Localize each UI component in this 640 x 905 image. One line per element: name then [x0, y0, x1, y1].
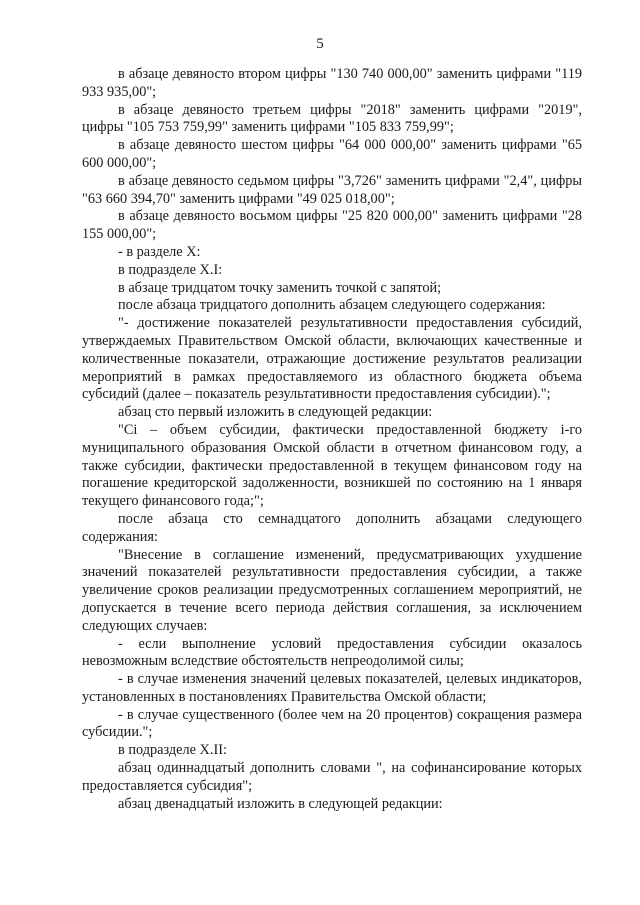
paragraph: - в разделе X:	[118, 243, 201, 260]
page-number: 5	[316, 36, 324, 52]
paragraph: - если выполнение условий предоставления субсидии оказалось невозможным вследствие обстоятельств непреодолимой силы;	[82, 635, 582, 670]
paragraph: в абзаце девяносто восьмом цифры "25 820 000,00" заменить цифрами "28 155 000,00";	[82, 208, 582, 243]
paragraph: в абзаце девяносто втором цифры "130 740 000,00" заменить цифрами "119 933 935,00";	[82, 66, 582, 100]
paragraph: - в случае существенного (более чем на 20 процентов) сокращения размера субсидии.";	[82, 706, 582, 741]
paragraph: "Ci – объем субсидии, фактически предоставленной бюджету i-го муниципального образования Омской области в отчетном финансовом году, а также субсидии, фактически предоставленной в текущем финансовом году на погашение кредиторской задолженности, возникшей по состоянию на 1 января текущего финансового года;";	[82, 421, 582, 510]
paragraph: в абзаце девяносто седьмом цифры "3,726" заменить цифрами "2,4", цифры "63 660 394,70" заменить цифрами "49 025 018,00";	[82, 172, 582, 207]
paragraph: в подразделе X.II:	[118, 742, 227, 759]
paragraph: "- достижение показателей результативности предоставления субсидий, утверждаемых Правительством Омской области, включающих качественные и количественные показатели, отражающие достижение результатов реализации мероприятий в рамках предоставляемого из областного бюджета объема субсидий (далее – показатель результативности предоставления субсидии).";	[82, 315, 582, 403]
paragraph: в абзаце тридцатом точку заменить точкой с запятой;	[118, 279, 442, 296]
paragraph: - в случае изменения значений целевых показателей, целевых индикаторов, установленных в постановлениях Правительства Омской области;	[82, 671, 582, 705]
paragraph: абзац сто первый изложить в следующей редакции:	[118, 404, 433, 421]
paragraph: в подразделе X.I:	[118, 261, 223, 278]
document-body	[82, 66, 582, 813]
paragraph: "Внесение в соглашение изменений, предусматривающих ухудшение значений показателей результативности предоставления субсидии, а также увеличение сроков реализации предусмотренных соглашением мероприятий, не допускается в течение всего периода действия соглашения, за исключением следующих случаев:	[82, 546, 582, 634]
paragraph: абзац одиннадцатый дополнить словами ", на софинансирование которых предоставляется субсидия";	[82, 760, 582, 794]
paragraph: в абзаце девяносто третьем цифры "2018" заменить цифрами "2019", цифры "105 753 759,99" заменить цифрами "105 833 759,99";	[82, 101, 582, 136]
paragraph: в абзаце девяносто шестом цифры "64 000 000,00" заменить цифрами "65 600 000,00";	[82, 137, 582, 171]
paragraph: после абзаца тридцатого дополнить абзацем следующего содержания:	[118, 297, 546, 314]
paragraph: абзац двенадцатый изложить в следующей редакции:	[118, 795, 443, 812]
paragraph: после абзаца сто семнадцатого дополнить абзацами следующего содержания:	[82, 510, 582, 545]
